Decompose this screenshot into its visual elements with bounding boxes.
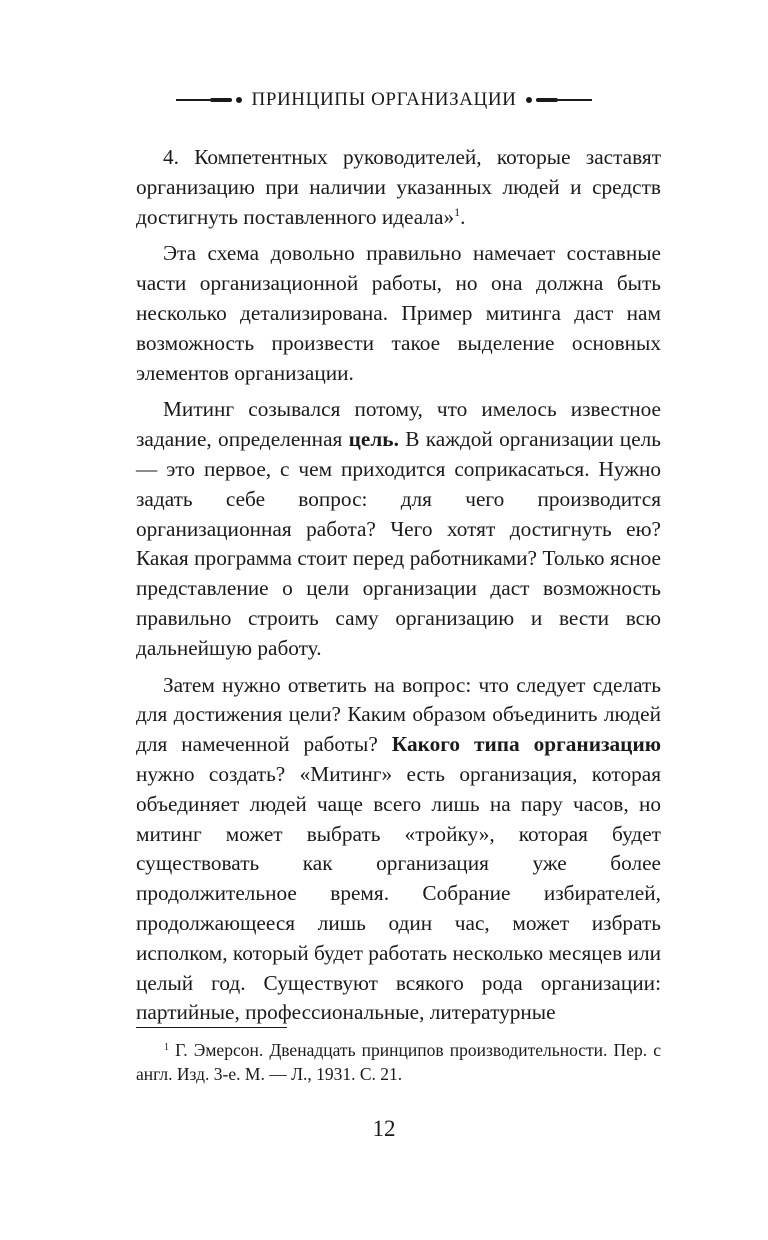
footnote-ref: 1	[454, 204, 461, 219]
page-number: 12	[372, 1116, 396, 1141]
header-ornament-right	[526, 97, 592, 103]
footnote	[136, 1038, 661, 1086]
running-header-title: ПРИНЦИПЫ ОРГАНИЗАЦИИ	[251, 89, 517, 110]
paragraph-3	[136, 395, 661, 663]
paragraph-1-text: 4. Компетентных руководителей, которые заставят организацию при наличии указанных людей и средств достигнуть поставленного идеала»	[136, 145, 661, 229]
paragraph-3-text-before: Митинг созывался потому, что имелось известное задание, определенная	[136, 397, 661, 452]
paragraph-2: Эта схема довольно правильно намечает составные части организационной работы, но она должна быть несколько детализирована. Пример митинга даст нам возможность произвести такое выделение основных элементов организации.	[136, 241, 661, 385]
paragraph-1	[136, 143, 661, 232]
header-ornament-left	[176, 97, 242, 103]
footnote-number: 1	[164, 1042, 169, 1053]
running-header	[0, 86, 768, 114]
paragraph-4-text-after: нужно создать? «Митинг» есть организация, которая объединяет людей чаще всего лишь на пару часов, но митинг может выбрать «тройку», которая будет существовать как организация уже более продолжительное время. Собрание избирателей, продолжающееся лишь один час, может избрать исполком, который будет работать несколько месяцев или целый год. Существуют всякого рода организации: партийные, профессиональные, литературные	[136, 761, 661, 1025]
paragraph-4-bold: Какого типа организацию	[391, 732, 661, 757]
paragraph-4-text-before: Затем нужно ответить на вопрос: что следует сделать для достижения цели? Каким образом объединить людей для намеченной работы?	[136, 672, 661, 757]
footnote-divider	[136, 1027, 287, 1028]
footnote-text: Г. Эмерсон. Двенадцать принципов производительности. Пер. с англ. Изд. 3-е. М. — Л., 1931. С. 21.	[136, 1040, 661, 1084]
body-text	[136, 143, 661, 1035]
paragraph-3-text-after: В каждой организации цель — это первое, с чем приходится соприкасаться. Нужно задать себе вопрос: для чего производится организационная работа? Чего хотят достигнуть ею? Какая программа стоит перед работниками? Только ясное представление о цели организации даст возможность правильно строить саму организацию и вести всю дальнейшую работу.	[136, 427, 661, 660]
paragraph-3-bold: цель.	[348, 427, 399, 452]
paragraph-1-tail: .	[460, 204, 466, 229]
paragraph-4	[136, 671, 661, 1029]
